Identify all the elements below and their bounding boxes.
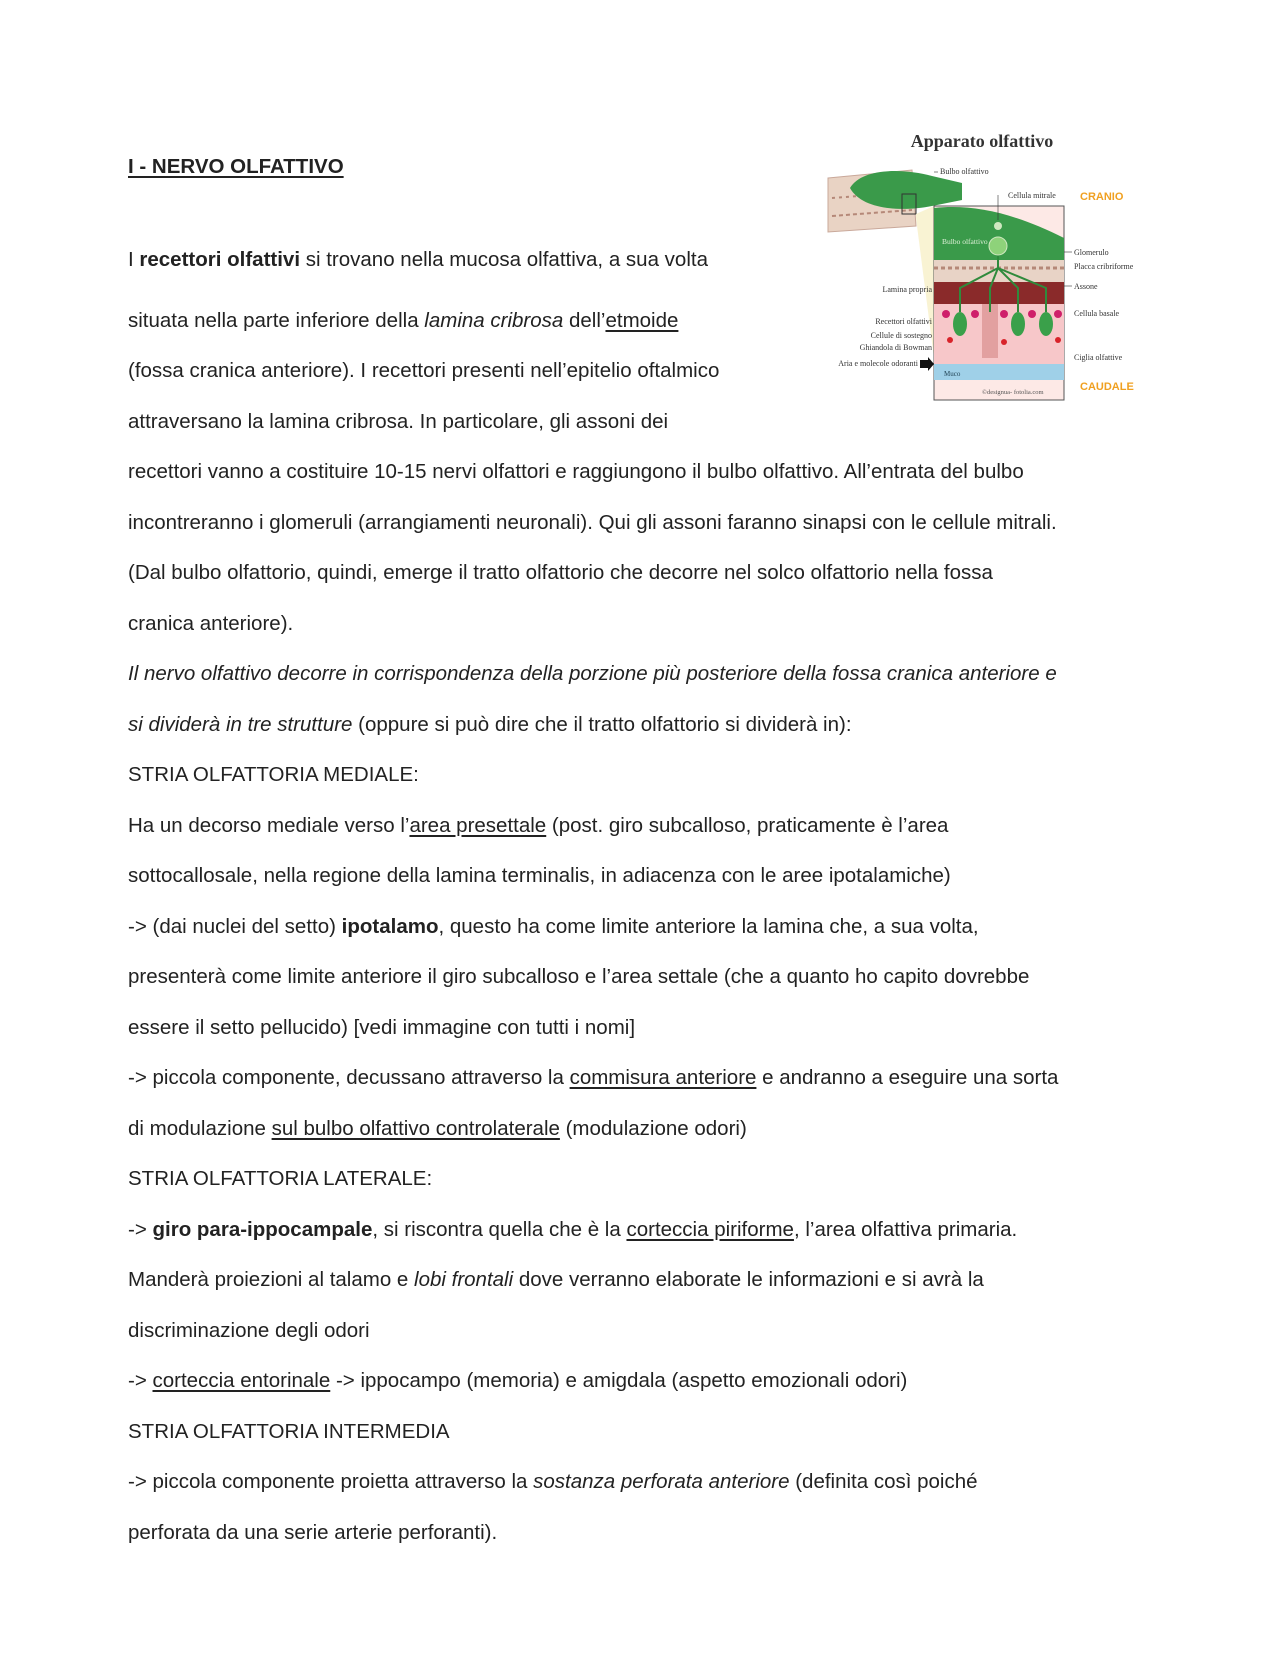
paragraph-line: presenterà come limite anteriore il giro subcalloso e l’area settale (che a quanto ho capito dovrebbe <box>128 965 1030 988</box>
label-aria: Aria e molecole odoranti <box>838 359 918 368</box>
subheading-stria-intermedia: STRIA OLFATTORIA INTERMEDIA <box>128 1419 450 1443</box>
paragraph-line: situata nella parte inferiore della lamina cribrosa dell’etmoide <box>128 308 679 332</box>
paragraph-line: -> piccola componente proietta attraverso la sostanza perforata anteriore (definita così poiché <box>128 1470 978 1493</box>
paragraph-line: discriminazione degli odori <box>128 1318 370 1342</box>
body-text <box>128 248 1208 1558</box>
paragraph-line: (fossa cranica anteriore). I recettori presenti nell’epitelio oftalmico <box>128 359 720 382</box>
label-cellula-mitrale: Cellula mitrale <box>1008 191 1056 200</box>
subheading-stria-mediale: STRIA OLFATTORIA MEDIALE: <box>128 763 419 786</box>
paragraph-line: Ha un decorso mediale verso l’area presettale (post. giro subcalloso, praticamente è l’area <box>128 813 949 837</box>
paragraph-line: di modulazione sul bulbo olfattivo controlaterale (modulazione odori) <box>128 1116 747 1140</box>
mitral-cell <box>994 222 1002 230</box>
paragraph-line: essere il setto pellucido) [vedi immagine con tutti i nomi] <box>128 1015 636 1039</box>
annotation-caudale: CAUDALE <box>1080 381 1134 393</box>
label-lamina: Lamina propria <box>882 285 932 294</box>
paragraph-line: recettori vanno a costituire 10-15 nervi olfattori e raggiungono il bulbo olfattivo. All’entrata del bulbo <box>128 460 1024 483</box>
label-ghiandola: Ghiandola di Bowman <box>859 343 932 352</box>
label-cellula-basale: Cellula basale <box>1074 309 1120 318</box>
paragraph-line: -> (dai nuclei del setto) ipotalamo, questo ha come limite anteriore la lamina che, a sua volta, <box>128 914 979 938</box>
paragraph-line: -> piccola componente, decussano attraverso la commisura anteriore e andranno a eseguire una sorta <box>128 1066 1059 1089</box>
label-bulbo-olfattivo: Bulbo olfattivo <box>940 167 989 176</box>
label-assone: Assone <box>1074 282 1098 291</box>
section-heading: I - NERVO OLFATTIVO <box>128 155 344 178</box>
paragraph-line: sottocallosale, nella regione della lamina terminalis, in adiacenza con le aree ipotalamiche) <box>128 864 951 887</box>
paragraph-line: I recettori olfattivi si trovano nella mucosa olfattiva, a sua volta <box>128 248 708 271</box>
paragraph-line: (Dal bulbo olfattorio, quindi, emerge il tratto olfattorio che decorre nel solco olfattorio nella fossa <box>128 561 993 584</box>
paragraph-line: -> corteccia entorinale -> ippocampo (memoria) e amigdala (aspetto emozionali odori) <box>128 1369 908 1392</box>
label-muco: Muco <box>944 370 961 378</box>
label-bulbo-inner: Bulbo olfattivo <box>942 237 988 246</box>
subheading-stria-laterale: STRIA OLFATTORIA LATERALE: <box>128 1167 433 1190</box>
paragraph-line: incontreranno i glomeruli (arrangiamenti neuronali). Qui gli assoni faranno sinapsi con le cellule mitrali. <box>128 510 1057 534</box>
paragraph-line: Manderà proiezioni al talamo e lobi frontali dove verranno elaborate le informazioni e si avrà la <box>128 1268 984 1291</box>
paragraph-line: Il nervo olfattivo decorre in corrispondenza della porzione più posteriore della fossa cranica anteriore e <box>128 662 1057 685</box>
label-ciglia: Ciglia olfattive <box>1074 353 1123 362</box>
figure-credit: ©designua- fotolia.com <box>982 389 1044 396</box>
paragraph-line: attraversano la lamina cribrosa. In particolare, gli assoni dei <box>128 409 669 433</box>
label-glomerulo: Glomerulo <box>1074 248 1109 257</box>
annotation-cranio: CRANIO <box>1080 191 1124 203</box>
paragraph-line: -> giro para-ippocampale, si riscontra quella che è la corteccia piriforme, l’area olfattiva primaria. <box>128 1217 1018 1241</box>
figure-title: Apparato olfattivo <box>910 131 1054 151</box>
paragraph-line: si dividerà in tre strutture (oppure si può dire che il tratto olfattorio si dividerà in): <box>128 712 852 736</box>
paragraph-line: perforata da una serie arterie perforanti). <box>128 1520 498 1544</box>
label-placca: Placca cribriforme <box>1074 262 1134 271</box>
paragraph-line: cranica anteriore). <box>128 611 294 635</box>
label-recettori: Recettori olfattivi <box>875 317 932 326</box>
label-cellule-sostegno: Cellule di sostegno <box>870 331 932 340</box>
